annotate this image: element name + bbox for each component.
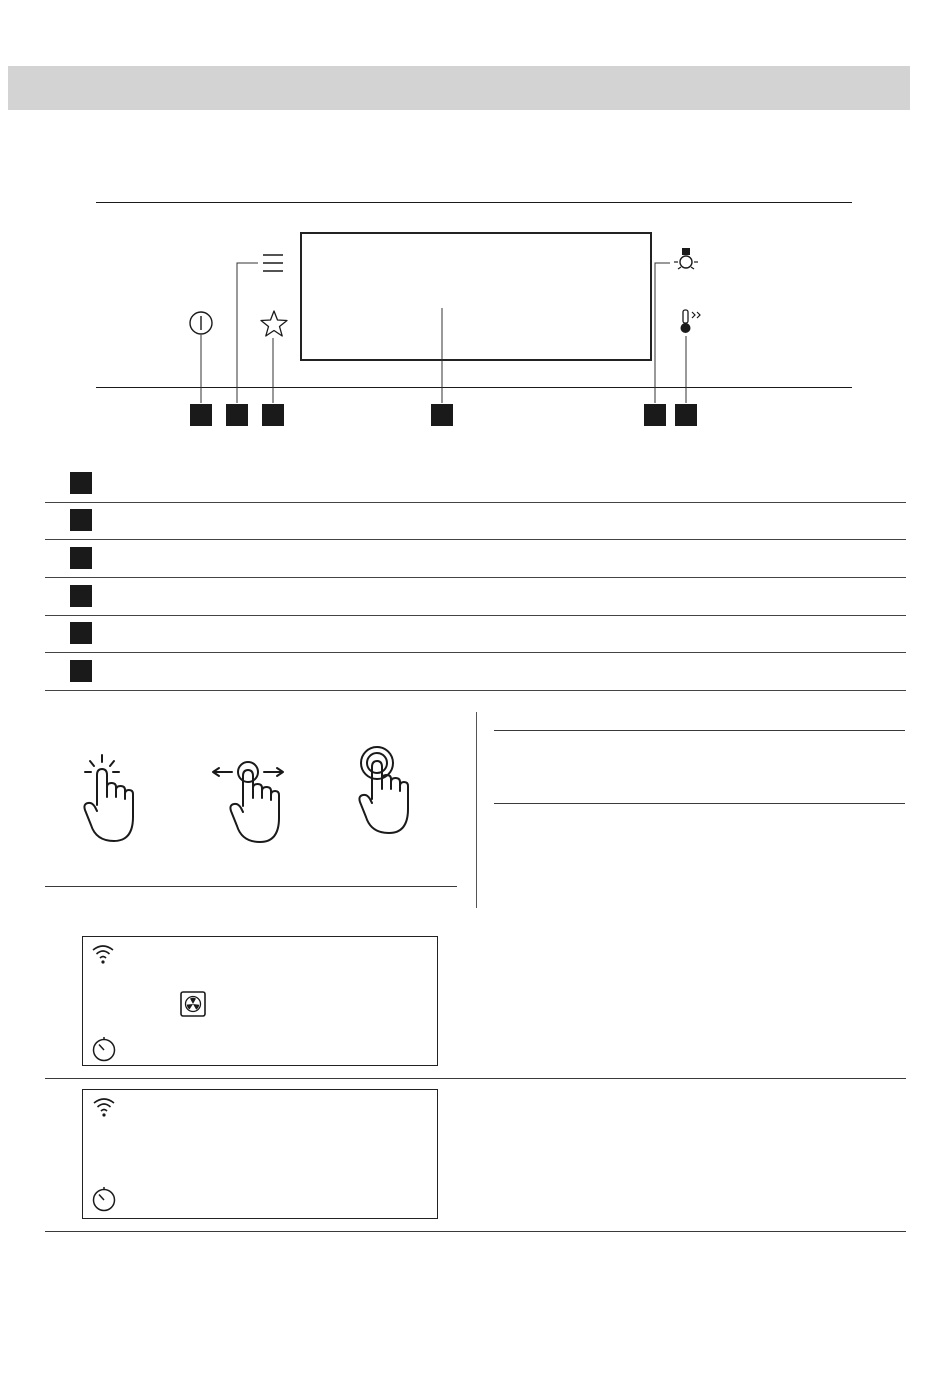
callout-marker [70, 660, 92, 682]
panel-separator-rule [45, 1231, 906, 1232]
callout-marker [70, 509, 92, 531]
legend-row [45, 653, 906, 691]
callout-marker [70, 585, 92, 607]
callout-marker [675, 404, 697, 426]
callout-marker [190, 404, 212, 426]
wifi-icon [93, 1097, 115, 1117]
tap-hand-icon [82, 755, 142, 845]
legend-row [45, 540, 906, 578]
display-example-panel [82, 936, 438, 1066]
column-divider [476, 712, 477, 908]
callout-marker [226, 404, 248, 426]
timer-icon [91, 1186, 117, 1212]
right-column-rule [494, 730, 905, 731]
legend-row [45, 502, 906, 540]
right-column-rule [494, 803, 905, 804]
fan-function-icon [180, 991, 206, 1017]
touch-and-hold-hand-icon [357, 745, 417, 837]
callout-marker [644, 404, 666, 426]
callout-leader-lines [0, 0, 950, 430]
panel-separator-rule [45, 1078, 906, 1079]
wifi-icon [92, 944, 114, 964]
legend-row [45, 578, 906, 616]
callout-marker [431, 404, 453, 426]
slide-hand-icon [208, 758, 288, 848]
legend-row [45, 615, 906, 653]
callout-marker [70, 547, 92, 569]
callout-marker [70, 622, 92, 644]
legend-row [45, 465, 906, 503]
gestures-bottom-rule [45, 886, 457, 887]
timer-icon [91, 1036, 117, 1062]
display-example-panel [82, 1089, 438, 1219]
callout-marker [70, 472, 92, 494]
callout-marker [262, 404, 284, 426]
